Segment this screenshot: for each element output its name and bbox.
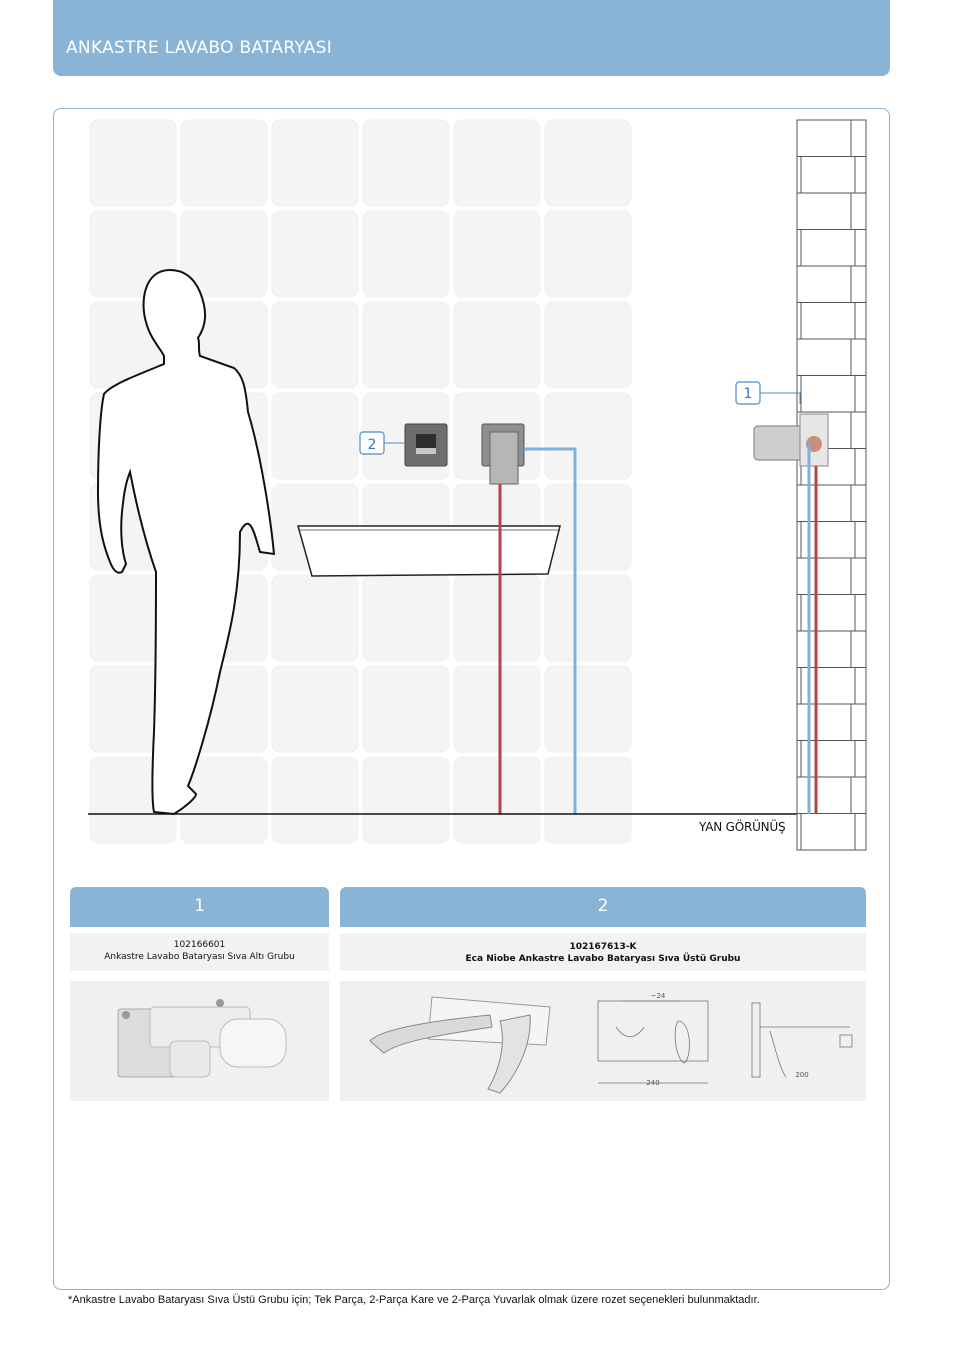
brick (797, 595, 801, 632)
sink (298, 526, 560, 576)
wall-tile (363, 666, 449, 752)
wall-tile (545, 302, 631, 388)
callout-1-label: 1 (743, 386, 753, 402)
wall-tile (363, 575, 449, 661)
wall-tile (545, 393, 631, 479)
brick (797, 230, 801, 267)
brick (797, 266, 851, 303)
callout-2-label: 2 (367, 437, 377, 453)
brick (855, 449, 866, 486)
wall-tile (272, 302, 358, 388)
brick (797, 558, 851, 595)
concealed-body-image (70, 981, 329, 1101)
brick (797, 668, 801, 705)
brick (801, 230, 855, 267)
brick (855, 595, 866, 632)
brick (801, 814, 855, 851)
brick-wall (797, 120, 866, 850)
wall-tile (454, 120, 540, 206)
wall-tile (181, 120, 267, 206)
wall-tile (272, 575, 358, 661)
product-1-image-box (70, 981, 329, 1101)
brick (797, 485, 851, 522)
wall-tile (454, 575, 540, 661)
dim-side: 200 (795, 1071, 809, 1079)
brick (801, 376, 855, 413)
brick (851, 412, 866, 449)
brick (797, 814, 801, 851)
installation-diagram (60, 112, 870, 857)
wall-tile (545, 211, 631, 297)
product-2-tab: 2 (340, 887, 866, 927)
brick (797, 157, 801, 194)
brick (855, 376, 866, 413)
product-1-name: Ankastre Lavabo Bataryası Sıva Altı Grubu (104, 952, 295, 962)
brick (797, 704, 851, 741)
brick (855, 741, 866, 778)
product-1-tab: 1 (70, 887, 329, 927)
brick (855, 668, 866, 705)
brick (797, 193, 851, 230)
brick (855, 157, 866, 194)
wall-tile (272, 757, 358, 843)
brick (851, 704, 866, 741)
dim-width: 240 (646, 1079, 660, 1087)
wall-tile (363, 302, 449, 388)
faucet-product-image (340, 981, 866, 1101)
footnote: *Ankastre Lavabo Bataryası Sıva Üstü Grubu için; Tek Parça, 2-Parça Kare ve 2-Parça Yuvarlak olmak üzere rozet seçenekleri bulunmaktadır. (68, 1294, 760, 1306)
callout-1 (736, 382, 800, 404)
brick (801, 157, 855, 194)
wall-tile (272, 666, 358, 752)
brick (851, 558, 866, 595)
wall-tile (454, 302, 540, 388)
product-1-code: 102166601 (173, 940, 226, 950)
brick (797, 631, 851, 668)
wall-tile (363, 757, 449, 843)
brick (855, 230, 866, 267)
product-2-name: Eca Niobe Ankastre Lavabo Bataryası Sıva Üstü Grubu (465, 954, 741, 964)
product-2-info (340, 933, 866, 971)
brick (851, 777, 866, 814)
dim-top: ~24 (650, 992, 666, 1000)
brick (797, 741, 801, 778)
brick (851, 120, 866, 157)
wall-tile (454, 757, 540, 843)
brick (851, 266, 866, 303)
wall-tile (545, 666, 631, 752)
product-2-code: 102167613-K (569, 942, 637, 952)
brick (851, 193, 866, 230)
header-bar (53, 0, 890, 76)
brick (797, 339, 851, 376)
wall-tile (90, 120, 176, 206)
wall-tile (545, 575, 631, 661)
brick (855, 814, 866, 851)
brick (851, 631, 866, 668)
wall-tile (272, 393, 358, 479)
brick (797, 303, 801, 340)
brick (797, 522, 801, 559)
brick (851, 485, 866, 522)
wall-tile (545, 120, 631, 206)
wall-tile (272, 211, 358, 297)
brick (797, 120, 851, 157)
wall-tile (545, 757, 631, 843)
wall-tile (272, 120, 358, 206)
side-view-label: YAN GÖRÜNÜŞ (699, 820, 786, 834)
wall-tile (363, 211, 449, 297)
brick (855, 522, 866, 559)
page-title: ANKASTRE LAVABO BATARYASI (66, 38, 333, 58)
brick (851, 339, 866, 376)
wall-tile (454, 211, 540, 297)
brick (797, 777, 851, 814)
wall-tile (454, 666, 540, 752)
product-2-image-box (340, 981, 866, 1101)
brick (801, 303, 855, 340)
product-1-info (70, 933, 329, 971)
brick (855, 303, 866, 340)
wall-tile (363, 120, 449, 206)
